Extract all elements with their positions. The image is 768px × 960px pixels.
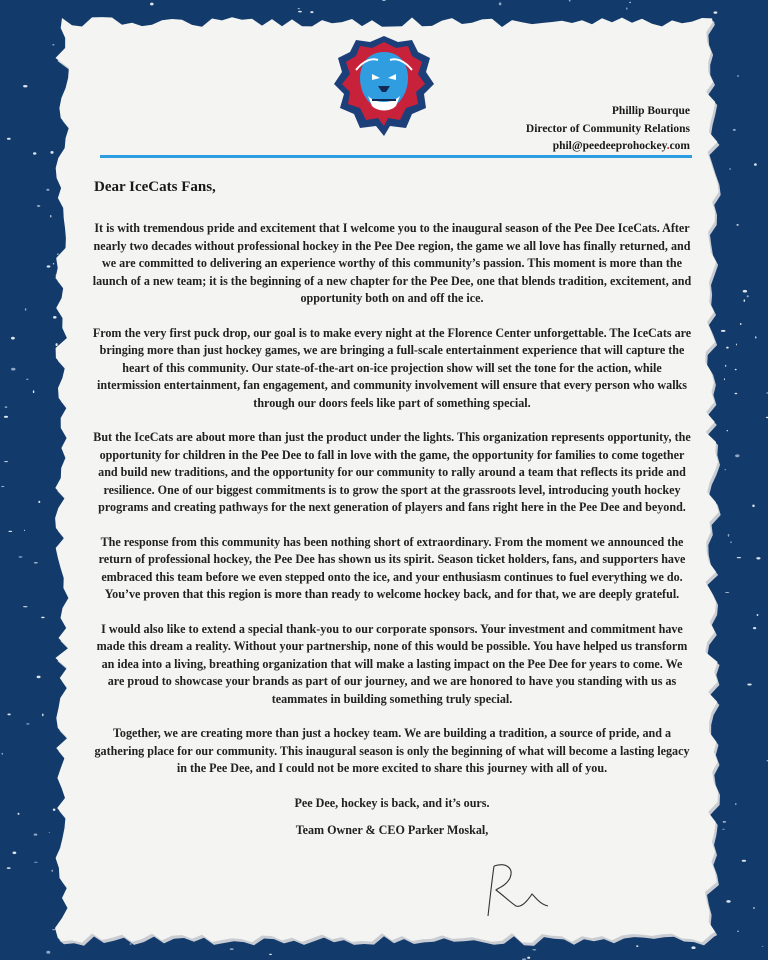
letter-signoff: Team Owner & CEO Parker Moskal, — [295, 823, 489, 837]
email-dot: . — [666, 140, 670, 152]
lion-hockey-logo-icon — [328, 30, 440, 142]
letter-salutation: Dear IceCats Fans, — [94, 179, 216, 195]
sender-contact-block — [526, 103, 690, 156]
email-user: phil@peedeeprohockey — [552, 140, 667, 152]
letter-closing: Pee Dee, hockey is back, and it’s ours. — [294, 795, 490, 810]
letter-paragraph: The response from this community has been nothing short of extraordinary. From the moment we announced the return of professional hockey, the Pee Dee has shown us its spirit. Season ticket holders, fans, and supporters have embraced this team before we even stepped onto the ice, and your enthusiasm continues to fuel everything we do. You’ve proven that this region is more than ready to welcome hockey back, and for that, we are deeply grateful. — [98, 534, 686, 601]
sender-email[interactable] — [526, 138, 690, 156]
email-tld: com — [669, 140, 690, 152]
handwritten-signature — [480, 858, 560, 918]
letter-body — [92, 220, 692, 850]
sender-title: Director of Community Relations — [525, 122, 690, 135]
letter-paragraph: From the very first puck drop, our goal is to make every night at the Florence Center unforgettable. The IceCats are bringing more than just hockey games, we are bringing a full-scale entertainment experience that will capture the heart of this community. Our state-of-the-art on-ice projection show will set the tone for the action, while intermission entertainment, fan engagement, and community involvement will ensure that every person who walks through our doors feels like part of something special. — [92, 325, 692, 410]
letter-paragraph: But the IceCats are about more than just the product under the lights. This organization represents opportunity, the opportunity for children in the Pee Dee to fall in love with the game, the opportunity for families to come together and build new traditions, and the opportunity for our community to rally around a team that reflects its pride and resilience. One of our biggest commitments is to grow the sport at the grassroots level, introducing youth hockey programs and creating pathways for the next generation of players and fans right here in the Pee Dee and beyond. — [93, 430, 691, 514]
letter-paragraph: I would also like to extend a special thank-you to our corporate sponsors. Your investment and commitment have made this dream a reality. Without your partnership, none of this would be possible. You have helped us transform an idea into a living, breathing organization that will make a lasting impact on the Pee Dee for years to come. We are proud to showcase your brands as part of our journey, and we are honored to have you standing with us as teammates in building something truly special. — [96, 621, 688, 706]
letter-paragraph: It is with tremendous pride and excitement that I welcome you to the inaugural season of the Pee Dee IceCats. After nearly two decades without professional hockey in the Pee Dee region, the game we all love has finally returned, and we are committed to delivering an experience worthy of this community’s passion. This moment is more than the launch of a new team; it is the beginning of a new chapter for the Pee Dee, one that blends tradition, excitement, and opportunity both on and off the ice. — [92, 221, 692, 305]
header-divider — [100, 155, 692, 158]
sender-name: Phillip Bourque — [611, 105, 690, 117]
letter-paragraph: Together, we are creating more than just a hockey team. We are building a tradition, a source of pride, and a gathering place for our community. This inaugural season is only the beginning of what will become a lasting legacy in the Pee Dee, and I could not be more excited to share this journey with all of you. — [94, 726, 690, 775]
